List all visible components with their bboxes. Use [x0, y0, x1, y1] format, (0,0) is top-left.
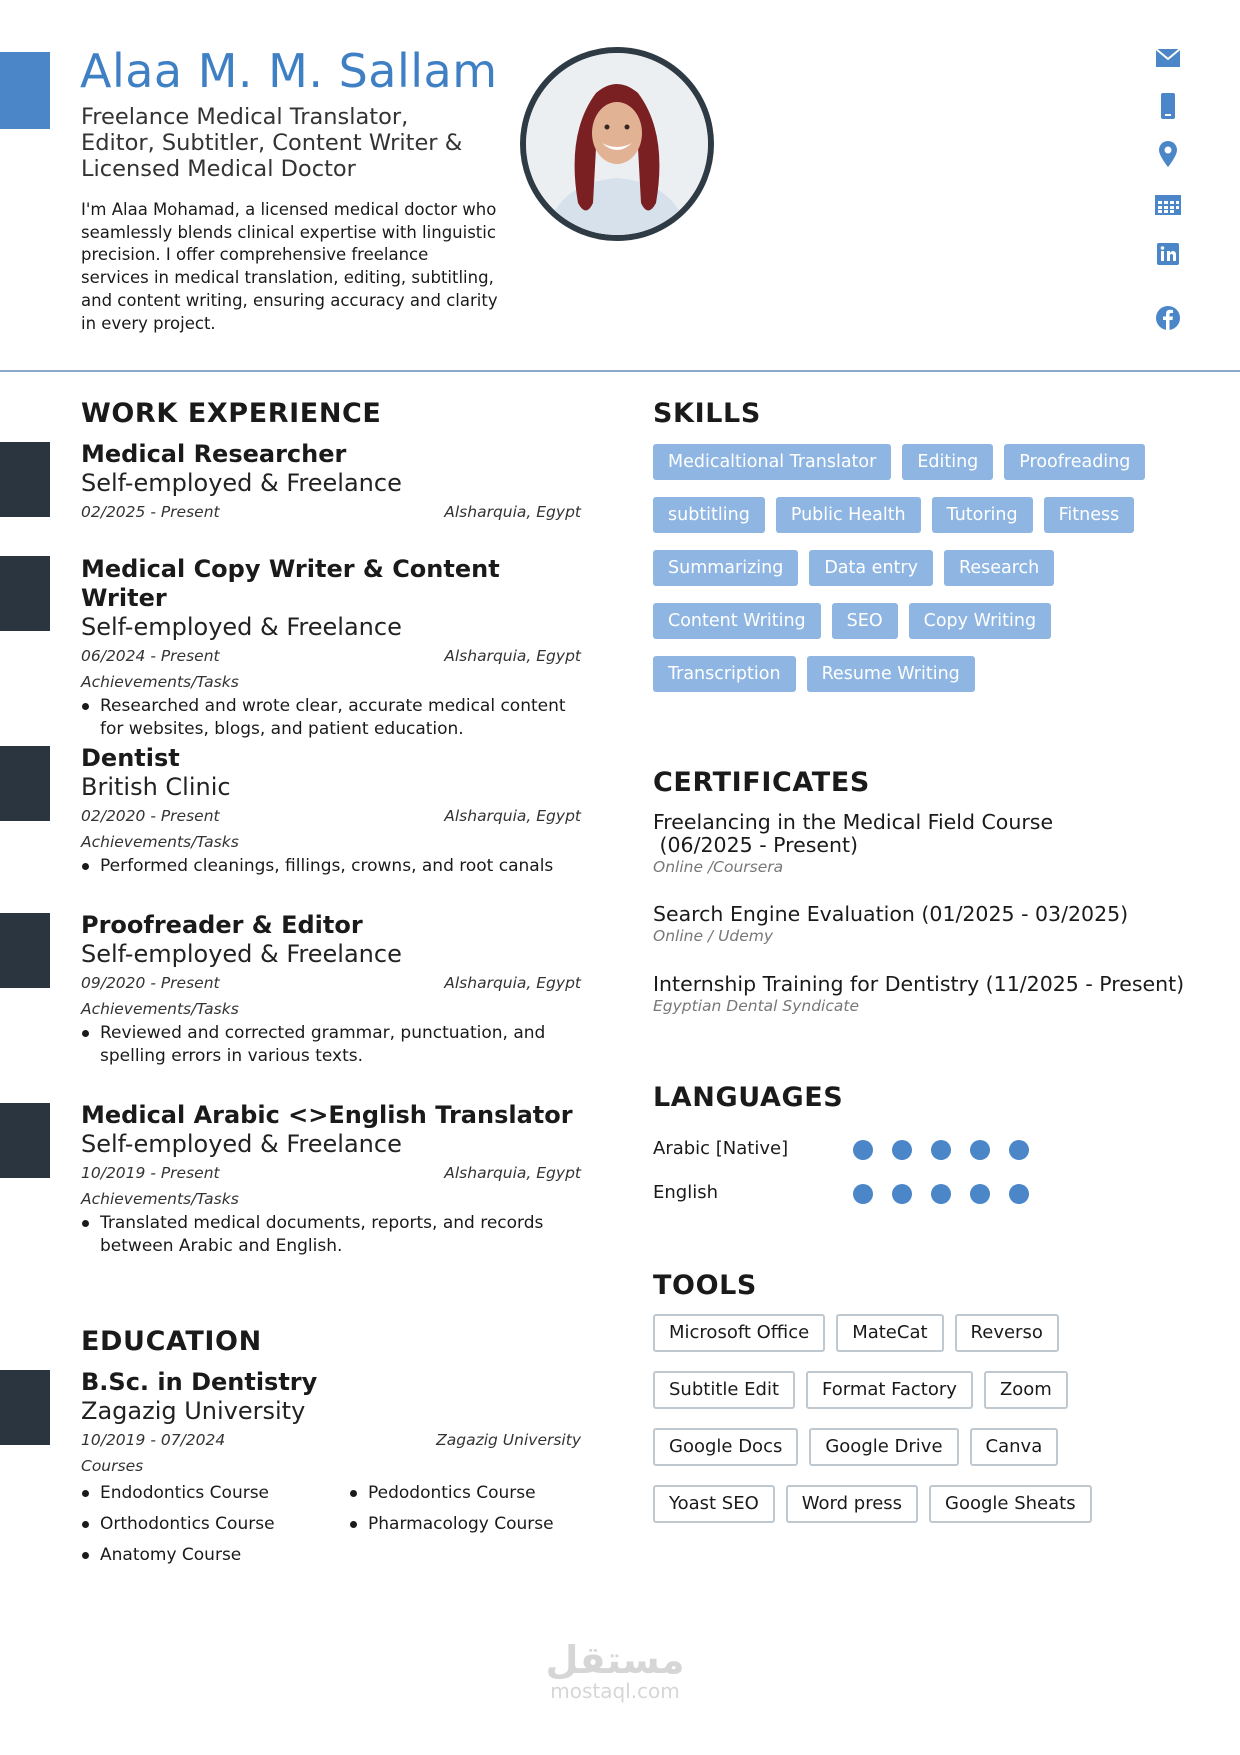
skill-tag: Summarizing	[653, 550, 798, 586]
skill-tag: Tutoring	[932, 497, 1033, 533]
tool-tag: Zoom	[984, 1371, 1068, 1409]
job-location: Alsharquia, Egypt	[444, 807, 581, 825]
achievement-item: Performed cleanings, fillings, crowns, and root canals	[81, 855, 581, 878]
tool-tag: Canva	[970, 1428, 1059, 1466]
proficiency-dot	[1009, 1184, 1029, 1204]
achievements-list	[81, 695, 581, 741]
headline	[81, 104, 521, 182]
headline-line: Editor, Subtitler, Content Writer &	[81, 130, 463, 156]
job-dates: 10/2019 - Present	[81, 1164, 220, 1182]
job-marker	[0, 746, 50, 821]
job-marker	[0, 913, 50, 988]
proficiency-dot	[853, 1184, 873, 1204]
headline-line: Freelance Medical Translator,	[81, 104, 409, 130]
job-meta	[81, 503, 581, 527]
job-meta	[81, 1164, 581, 1188]
job-employer: Self-employed & Freelance	[81, 1130, 402, 1158]
skill-tag: Public Health	[776, 497, 921, 533]
tools-list	[653, 1314, 1213, 1542]
courses-label: Courses	[81, 1457, 144, 1475]
courses-list	[81, 1482, 581, 1582]
achievements-list	[81, 855, 581, 878]
job-dates: 02/2025 - Present	[81, 503, 220, 521]
skill-tag: Transcription	[653, 656, 796, 692]
job-title: Medical Researcher	[81, 440, 347, 468]
proficiency-dot	[970, 1140, 990, 1160]
certificate-title: Search Engine Evaluation (01/2025 - 03/2025)	[653, 902, 1129, 926]
tool-tag: Microsoft Office	[653, 1314, 825, 1352]
tool-tag: Format Factory	[806, 1371, 973, 1409]
certificates-heading: CERTIFICATES	[653, 767, 870, 798]
skill-tag: SEO	[832, 603, 898, 639]
school-name: Zagazig University	[81, 1397, 306, 1425]
phone-icon[interactable]	[1150, 92, 1186, 120]
job-location: Alsharquia, Egypt	[444, 974, 581, 992]
education-meta	[81, 1431, 581, 1455]
job-dates: 06/2024 - Present	[81, 647, 220, 665]
job-meta	[81, 647, 581, 671]
job-entry	[81, 911, 581, 1068]
location-icon[interactable]	[1150, 140, 1186, 168]
course-item: Orthodontics Course	[81, 1513, 275, 1535]
skills-list	[653, 444, 1213, 709]
certificate-source: Online /Coursera	[653, 858, 784, 876]
certificate-item	[653, 973, 1213, 1015]
proficiency-dot	[892, 1140, 912, 1160]
proficiency-dot	[1009, 1140, 1029, 1160]
certificate-item	[653, 811, 1213, 876]
job-entry	[81, 555, 581, 741]
certificate-title: Internship Training for Dentistry (11/2025 - Present)	[653, 972, 1185, 996]
skills-heading: SKILLS	[653, 398, 761, 429]
profile-photo	[520, 47, 714, 241]
certificate-dates: (06/2025 - Present)	[653, 833, 859, 857]
tool-tag: Reverso	[955, 1314, 1059, 1352]
certificate-source: Online / Udemy	[653, 927, 774, 945]
job-dates: 09/2020 - Present	[81, 974, 220, 992]
tools-row	[653, 1485, 1213, 1523]
job-entry	[81, 440, 581, 527]
candidate-name: Alaa M. M. Sallam	[80, 44, 498, 98]
work-experience-heading: WORK EXPERIENCE	[81, 398, 382, 429]
language-row	[653, 1136, 1213, 1166]
watermark-url: mostaql.com	[550, 1679, 680, 1703]
tool-tag: Word press	[786, 1485, 918, 1523]
job-title: Proofreader & Editor	[81, 911, 363, 939]
achievements-label: Achievements/Tasks	[81, 1190, 239, 1208]
job-location: Alsharquia, Egypt	[444, 647, 581, 665]
job-title: Medical Arabic <>English Translator	[81, 1101, 573, 1129]
job-employer: British Clinic	[81, 773, 231, 801]
job-location: Alsharquia, Egypt	[444, 503, 581, 521]
achievement-item: Translated medical documents, reports, and records between Arabic and English.	[81, 1212, 581, 1258]
watermark-logo: مستقل	[545, 1638, 685, 1682]
facebook-icon[interactable]	[1150, 304, 1186, 332]
achievements-label: Achievements/Tasks	[81, 673, 239, 691]
skills-row	[653, 656, 1213, 692]
profile-summary: I'm Alaa Mohamad, a licensed medical doctor who seamlessly blends clinical expertise with linguistic precision. I offer comprehensive freelance services in medical translation, editing, subtitling, and content writing, ensuring accuracy and clarity in every project.	[81, 200, 498, 333]
course-item: Pharmacology Course	[349, 1513, 554, 1535]
watermark	[540, 1640, 690, 1702]
tool-tag: Google Docs	[653, 1428, 798, 1466]
job-employer: Self-employed & Freelance	[81, 613, 402, 641]
header-accent-bar	[0, 52, 50, 129]
language-name: Arabic [Native]	[653, 1138, 789, 1159]
achievement-item: Researched and wrote clear, accurate medical content for websites, blogs, and patient education.	[81, 695, 581, 741]
job-dates: 02/2020 - Present	[81, 807, 220, 825]
course-item: Anatomy Course	[81, 1544, 241, 1566]
achievement-item: Reviewed and corrected grammar, punctuation, and spelling errors in various texts.	[81, 1022, 581, 1068]
tool-tag: MateCat	[836, 1314, 943, 1352]
tool-tag: Yoast SEO	[653, 1485, 775, 1523]
tools-heading: TOOLS	[653, 1270, 757, 1301]
skill-tag: Research	[944, 550, 1054, 586]
skill-tag: Fitness	[1044, 497, 1135, 533]
certificate-source: Egyptian Dental Syndicate	[653, 997, 859, 1015]
achievements-list	[81, 1022, 581, 1068]
certificate-item	[653, 903, 1213, 945]
job-title: Medical Copy Writer & Content Writer	[81, 555, 500, 612]
calendar-icon[interactable]	[1150, 190, 1186, 218]
proficiency-dot	[853, 1140, 873, 1160]
tools-row	[653, 1314, 1213, 1352]
tools-row	[653, 1428, 1213, 1466]
skill-tag: Editing	[902, 444, 993, 480]
achievements-label: Achievements/Tasks	[81, 1000, 239, 1018]
job-meta	[81, 807, 581, 831]
email-icon[interactable]	[1150, 44, 1186, 72]
proficiency-dot	[892, 1184, 912, 1204]
education-dates: 10/2019 - 07/2024	[81, 1431, 226, 1449]
degree-title: B.Sc. in Dentistry	[81, 1368, 318, 1396]
course-item: Endodontics Course	[81, 1482, 269, 1504]
linkedin-icon[interactable]	[1150, 240, 1186, 268]
achievements-list	[81, 1212, 581, 1258]
job-entry	[81, 1101, 581, 1258]
skill-tag: subtitling	[653, 497, 765, 533]
tool-tag: Google Sheats	[929, 1485, 1092, 1523]
certificate-title: Freelancing in the Medical Field Course	[653, 810, 1054, 834]
education-location: Zagazig University	[436, 1431, 581, 1449]
education-heading: EDUCATION	[81, 1326, 262, 1357]
proficiency-dot	[970, 1184, 990, 1204]
job-marker	[0, 556, 50, 631]
languages-heading: LANGUAGES	[653, 1082, 844, 1113]
job-location: Alsharquia, Egypt	[444, 1164, 581, 1182]
proficiency-dot	[931, 1184, 951, 1204]
skills-row	[653, 603, 1213, 639]
achievements-label: Achievements/Tasks	[81, 833, 239, 851]
skill-tag: Content Writing	[653, 603, 821, 639]
tool-tag: Subtitle Edit	[653, 1371, 795, 1409]
proficiency-dot	[931, 1140, 951, 1160]
tool-tag: Google Drive	[809, 1428, 958, 1466]
headline-line: Licensed Medical Doctor	[81, 156, 356, 182]
header-divider	[0, 370, 1240, 372]
education-entry	[81, 1368, 581, 1475]
skill-tag: Proofreading	[1004, 444, 1145, 480]
skill-tag: Medicaltional Translator	[653, 444, 891, 480]
language-row	[653, 1180, 1213, 1210]
language-name: English	[653, 1182, 718, 1203]
course-item: Pedodontics Course	[349, 1482, 536, 1504]
job-marker	[0, 1103, 50, 1178]
tools-row	[653, 1371, 1213, 1409]
education-marker	[0, 1370, 50, 1445]
skills-row	[653, 444, 1213, 480]
job-marker	[0, 442, 50, 517]
skill-tag: Resume Writing	[807, 656, 975, 692]
skill-tag: Data entry	[809, 550, 933, 586]
job-entry	[81, 744, 581, 878]
skills-row	[653, 550, 1213, 586]
job-title: Dentist	[81, 744, 180, 772]
skills-row	[653, 497, 1213, 533]
job-employer: Self-employed & Freelance	[81, 940, 402, 968]
job-employer: Self-employed & Freelance	[81, 469, 402, 497]
skill-tag: Copy Writing	[909, 603, 1051, 639]
job-meta	[81, 974, 581, 998]
